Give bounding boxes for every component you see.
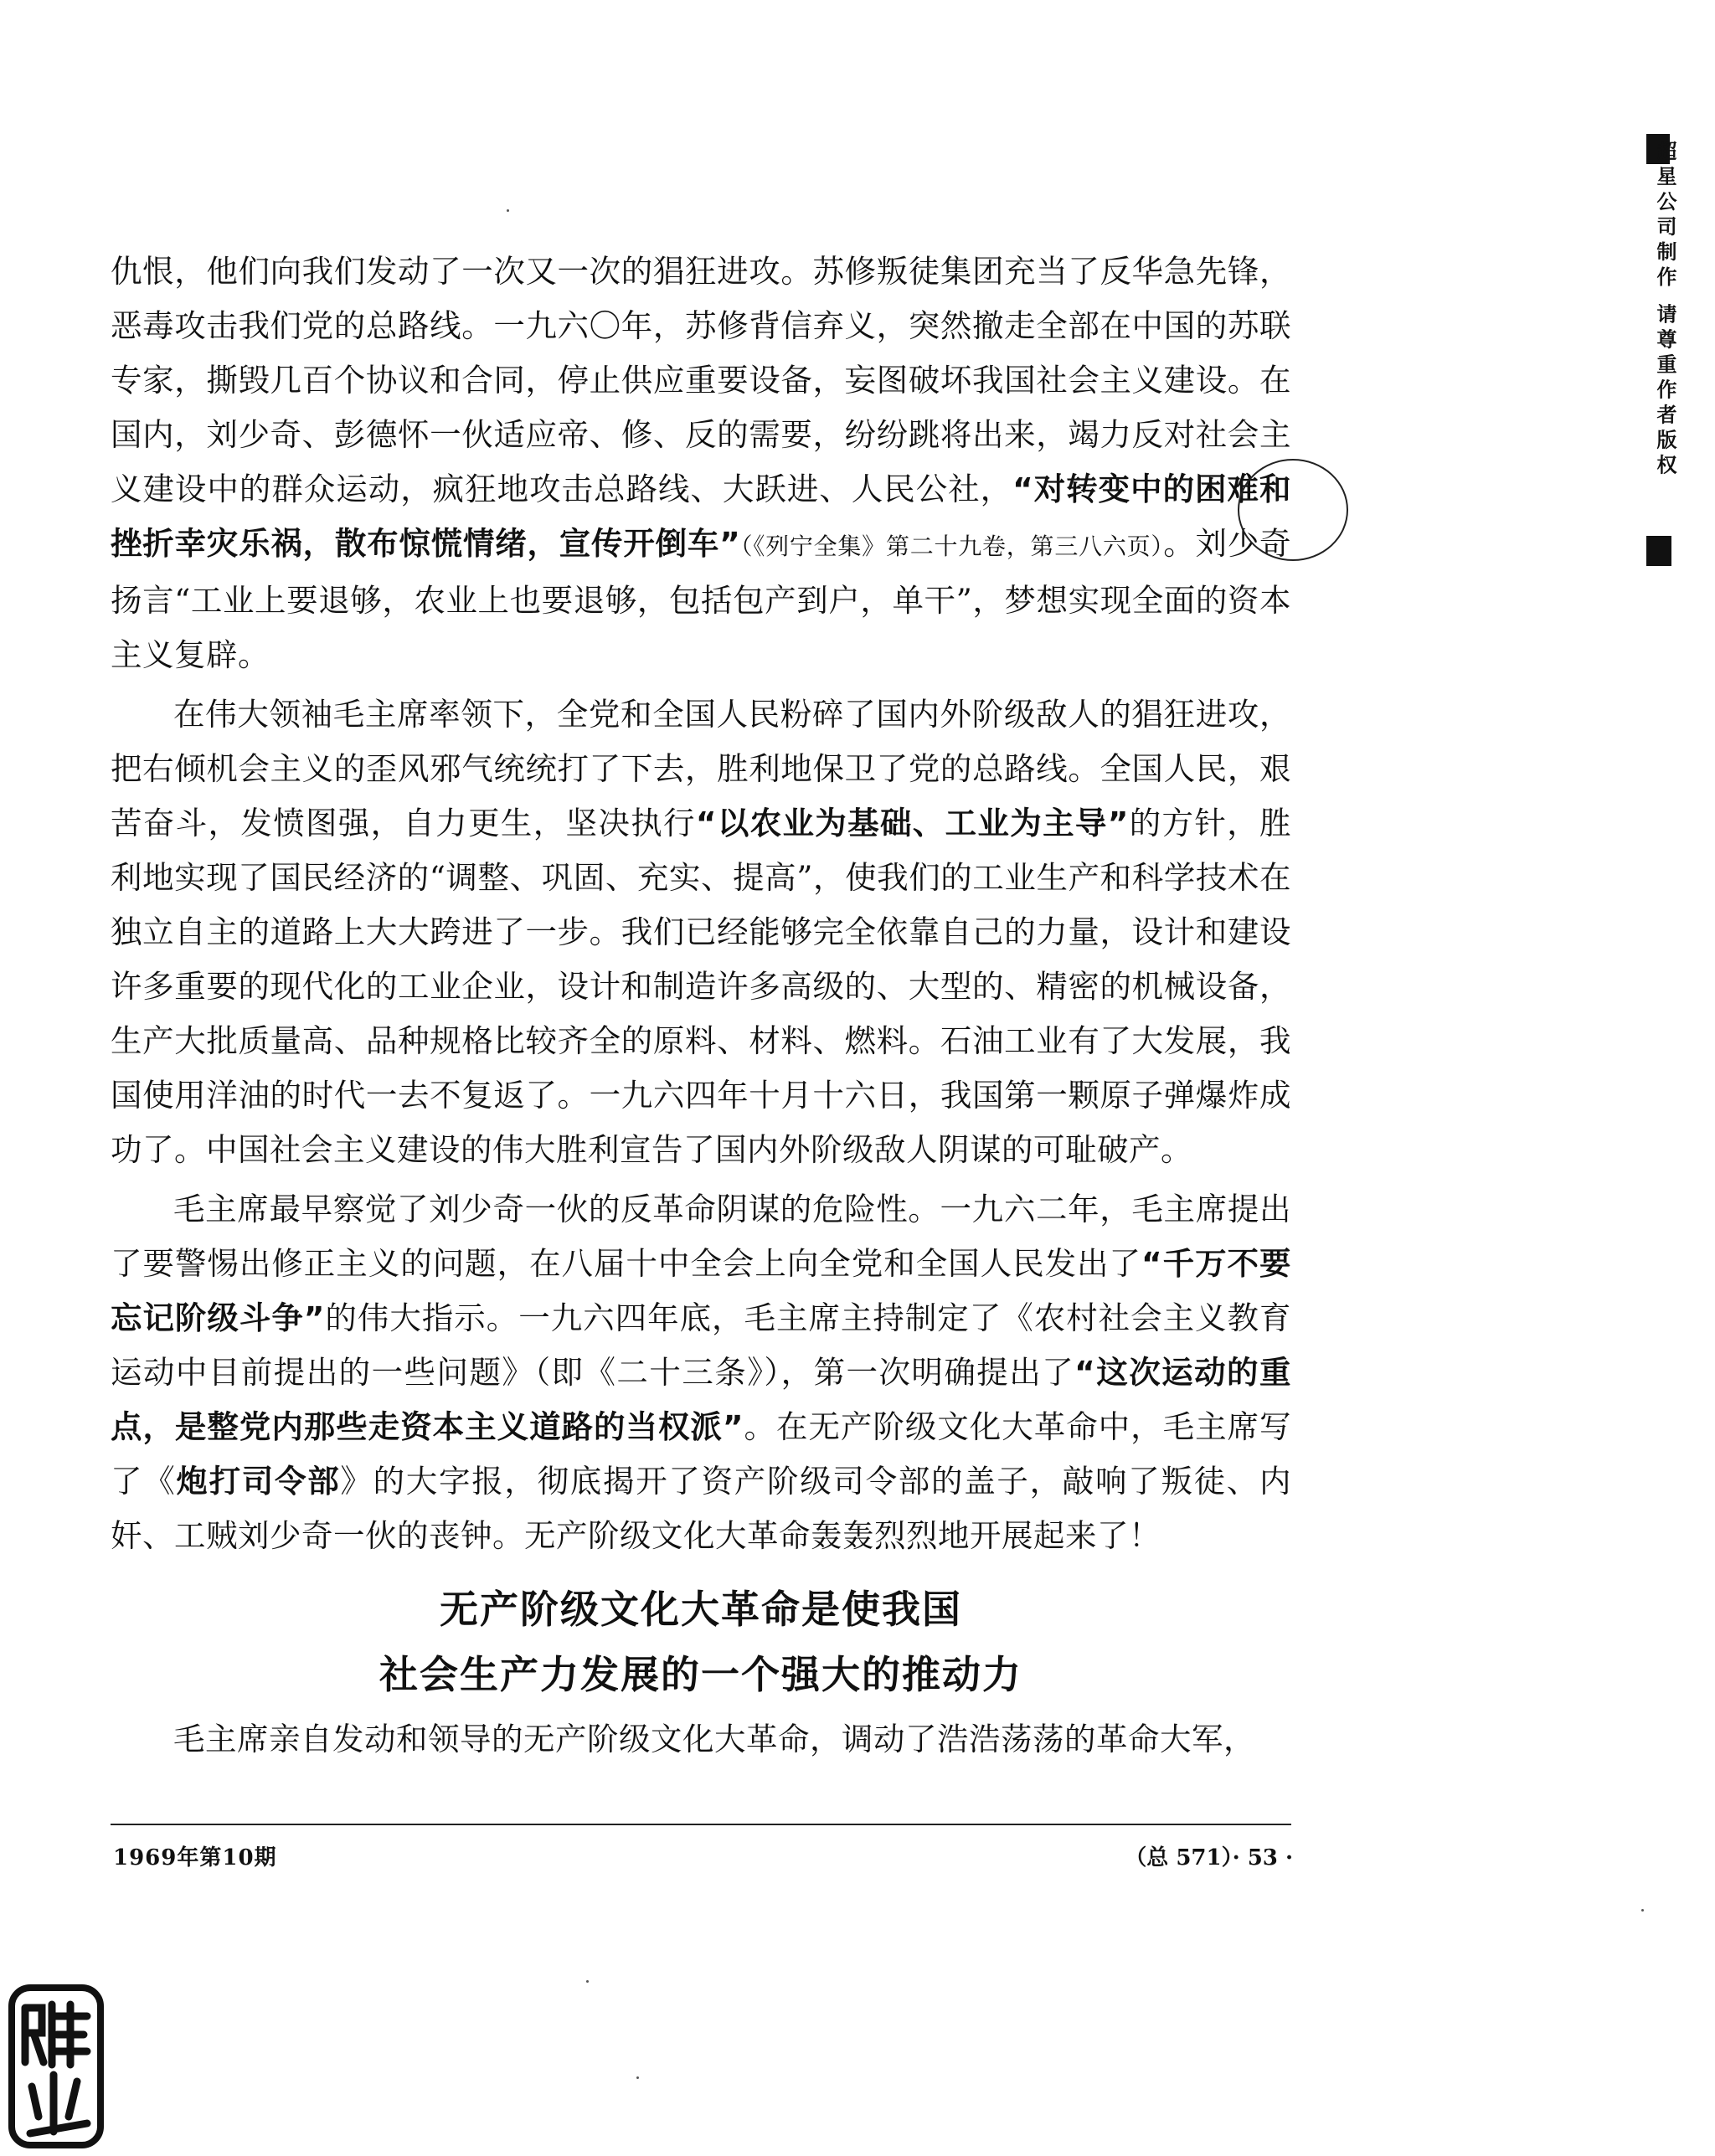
movement-focus-quote: “这次运动的重点，是整党内那些走资本主义道路的当权派” bbox=[111, 1354, 1291, 1445]
scan-speck bbox=[586, 1980, 589, 1983]
paragraph-4 bbox=[111, 1712, 1291, 1767]
paragraph-1-text-b: 。刘少奇扬言“工业上要退够，农业上也要退够，包括包产到户，单干”，梦想实现全面的资本主义复辟。 bbox=[111, 525, 1291, 673]
footer-rule bbox=[111, 1824, 1291, 1825]
section-heading bbox=[111, 1577, 1291, 1707]
paragraph-3-text-b: 的伟大指示。一九六四年底，毛主席主持制定了《农村社会主义教育运动中目前提出的一些问题》（即《二十三条》），第一次明确提出了 bbox=[111, 1299, 1291, 1391]
lenin-quote: “对转变中的困难和挫折幸灾乐祸，散布惊慌情绪，宣传开倒车” bbox=[111, 471, 1291, 562]
scan-speck bbox=[636, 2076, 639, 2079]
big-character-poster-title: 炮打司令部 bbox=[176, 1463, 341, 1500]
paragraph-1 bbox=[111, 244, 1291, 682]
scan-speck bbox=[507, 209, 509, 212]
article-body bbox=[111, 244, 1291, 1767]
paragraph-3-text-a: 毛主席最早察觉了刘少奇一伙的反革命阴谋的危险性。一九六二年，毛主席提出了要警惕出修正主义的问题，在八届十中全会上向全党和全国人民发出了 bbox=[111, 1191, 1291, 1282]
policy-quote: “以农业为基础、工业为主导” bbox=[695, 805, 1129, 841]
scan-speck bbox=[1641, 1909, 1644, 1912]
lenin-citation: （《列宁全集》第二十九卷，第三八六页） bbox=[740, 533, 1164, 560]
paragraph-2-text-a: 在伟大领袖毛主席率领下，全党和全国人民粉碎了国内外阶级敌人的猖狂进攻，把右倾机会主义的歪风邪气统统打了下去，胜利地保卫了党的总路线。全国人民，艰苦奋斗，发愤图强，自力更生，坚决执行 bbox=[111, 696, 1291, 841]
page-number: （总 571）· 53 · bbox=[1125, 1845, 1293, 1870]
section-heading-line-1: 无产阶级文化大革命是使我国 bbox=[440, 1587, 962, 1632]
handwritten-circle-mark bbox=[1238, 459, 1348, 561]
collector-seal-stamp bbox=[7, 1983, 106, 2150]
paragraph-2-text-b: 的方针，胜利地实现了国民经济的“调整、巩固、充实、提高”，使我们的工业生产和科学技术在独立自主的道路上大大跨进了一步。我们已经能够完全依靠自己的力量，设计和建设许多重要的现代化的工业企业，设计和制造许多高级的、大型的、精密的机械设备，生产大批质量高、品种规格比较齐全的原料、材料、燃料。石油工业有了大发展，我国使用洋油的时代一去不复返了。一九六四年十月十六日，我国第一颗原子弹爆炸成功了。中国社会主义建设的伟大胜利宣告了国内外阶级敌人阴谋的可耻破产。 bbox=[111, 805, 1292, 1168]
paragraph-3-text-d: 》的大字报，彻底揭开了资产阶级司令部的盖子，敲响了叛徒、内奸、工贼刘少奇一伙的丧钟。无产阶级文化大革命轰轰烈烈地开展起来了！ bbox=[111, 1463, 1292, 1554]
notice-bar-bottom bbox=[1646, 536, 1671, 566]
section-heading-line-2: 社会生产力发展的一个强大的推动力 bbox=[379, 1652, 1022, 1697]
paragraph-4-text: 毛主席亲自发动和领导的无产阶级文化大革命，调动了浩浩荡荡的革命大军， bbox=[173, 1721, 1255, 1757]
paragraph-3-text-c: 。在无产阶级文化大革命中，毛主席写了《 bbox=[111, 1408, 1291, 1500]
paragraph-1-text-a: 仇恨，他们向我们发动了一次又一次的猖狂进攻。苏修叛徒集团充当了反华急先锋，恶毒攻击我们党的总路线。一九六〇年，苏修背信弃义，突然撤走全部在中国的苏联专家，撕毁几百个协议和合同，停止供应重要设备，妄图破坏我国社会主义建设。在国内，刘少奇、彭德怀一伙适应帝、修、反的需要，纷纷跳将出来，竭力反对社会主义建设中的群众运动，疯狂地攻击总路线、大跃进、人民公社， bbox=[111, 253, 1291, 507]
paragraph-2 bbox=[111, 687, 1291, 1177]
class-struggle-quote: “千万不要忘记阶级斗争” bbox=[111, 1245, 1292, 1336]
copyright-notice: 超星公司制作 请尊重作者版权 bbox=[1653, 141, 1676, 480]
paragraph-3 bbox=[111, 1182, 1291, 1563]
issue-label: 1969年第10期 bbox=[113, 1845, 277, 1870]
